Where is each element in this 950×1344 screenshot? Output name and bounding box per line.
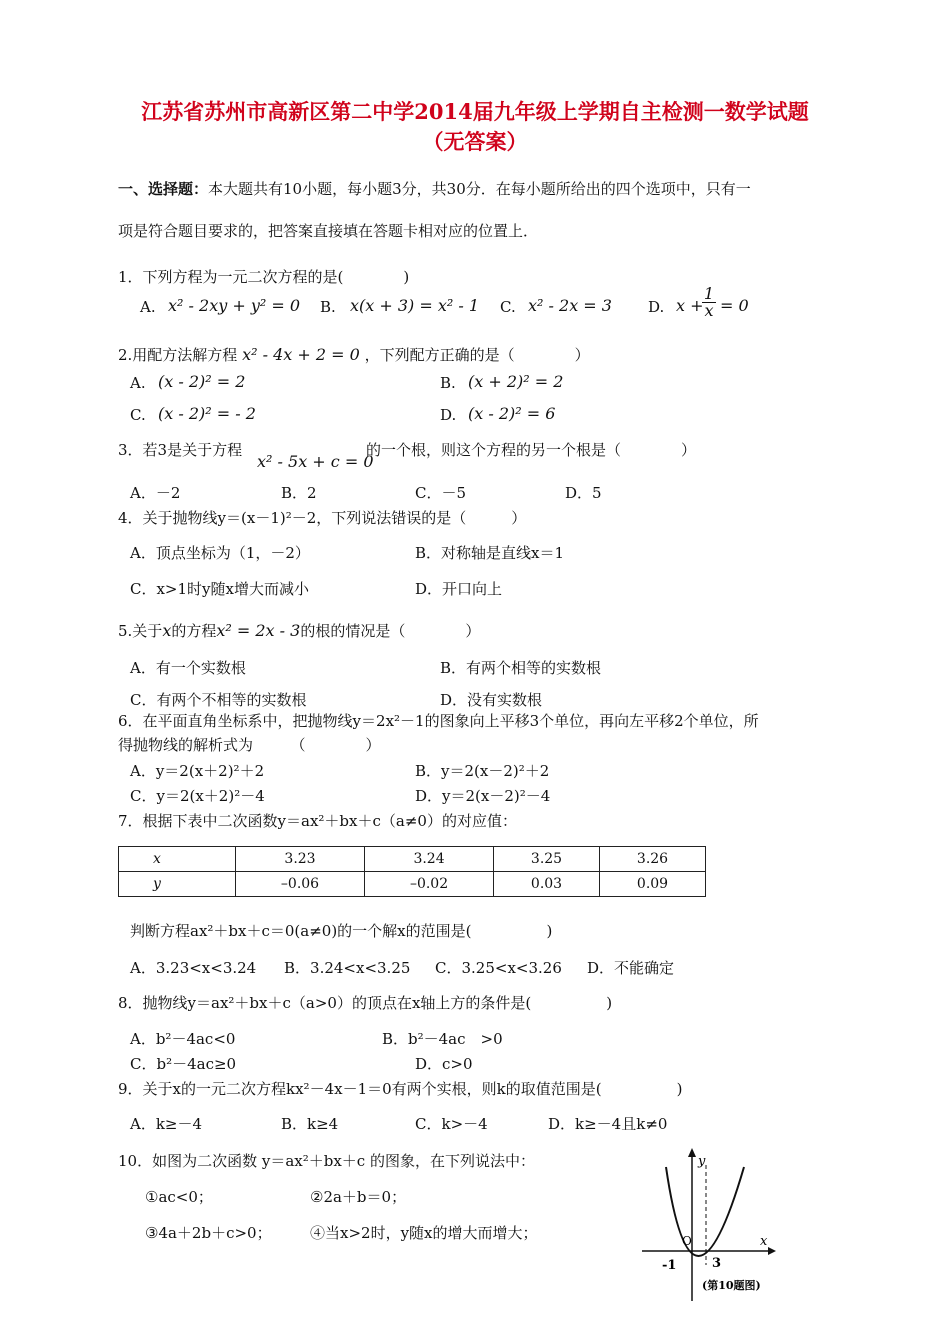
q6-option-a: A．y＝2(x＋2)²＋2	[130, 762, 265, 780]
q3-option-c: C．－5	[415, 484, 467, 502]
q8-option-b: B．b²－4ac >0	[382, 1030, 503, 1048]
q1-fraction-numerator: 1	[703, 284, 715, 303]
q5-option-d: D．没有实数根	[440, 691, 543, 709]
table-cell: –0.02	[365, 872, 494, 897]
q7-stem: 7．根据下表中二次函数y＝ax²＋bx＋c（a≠0）的对应值：	[118, 812, 517, 830]
table-cell: 3.24	[365, 847, 494, 872]
q4-option-b: B．对称轴是直线x＝1	[415, 544, 565, 562]
y-axis-label: y	[698, 1154, 706, 1169]
q5-option-b: B．有两个相等的实数根	[440, 659, 602, 677]
q2-option-d-label: D.	[440, 406, 457, 424]
section-intro-text: 本大题共有10小题，每小题3分，共30分．在每小题所给出的四个选项中，只有一	[208, 180, 751, 198]
right-root-label: 3	[712, 1256, 722, 1271]
q10-item-2: ②2a＋b＝0；	[310, 1188, 407, 1206]
q3-stem-eq: x² - 5x + c = 0	[257, 452, 374, 471]
q1-stem: 1．下列方程为一元二次方程的是( )	[118, 268, 410, 286]
q2-option-a-label: A.	[130, 374, 146, 392]
q2-stem-pre: 2.用配方法解方程	[118, 346, 238, 364]
table-cell: y	[119, 872, 236, 897]
table-cell: x	[119, 847, 236, 872]
table-cell: 0.03	[494, 872, 600, 897]
q6-option-d: D．y＝2(x－2)²－4	[415, 787, 551, 805]
q1-option-d-eq-left: x +	[676, 296, 704, 315]
q2-stem-post: ，下列配方正确的是（ ）	[364, 346, 590, 364]
q2-option-c-label: C.	[130, 406, 146, 424]
x-axis-label: x	[760, 1234, 768, 1249]
q3-option-d: D．5	[565, 484, 602, 502]
section-intro-line2: 项是符合题目要求的，把答案直接填在答题卡相对应的位置上．	[118, 222, 539, 240]
q3-stem-post: 的一个根，则这个方程的另一个根是（ ）	[366, 441, 697, 459]
section-intro-line1	[118, 178, 751, 199]
paper-title: 江苏省苏州市高新区第二中学2014届九年级上学期自主检测一数学试题	[141, 99, 809, 124]
q4-option-d: D．开口向上	[415, 580, 503, 598]
q5-stem-mid: 的方程	[171, 622, 217, 640]
q8-stem: 8．抛物线y＝ax²＋bx＋c（a>0）的顶点在x轴上方的条件是( )	[118, 994, 613, 1012]
q10-stem: 10．如图为二次函数 y＝ax²＋bx＋c 的图象，在下列说法中：	[118, 1152, 535, 1170]
table-cell: 0.09	[600, 872, 706, 897]
q6-stem-line1: 6．在平面直角坐标系中，把抛物线y＝2x²－1的图象向上平移3个单位，再向左平移2个单位，所	[118, 712, 759, 730]
x-axis-arrow-icon	[768, 1247, 776, 1255]
q1-option-a-eq: x² - 2xy + y² = 0	[168, 296, 301, 315]
q9-option-d: D．k≥－4且k≠0	[548, 1115, 668, 1133]
q2-stem	[118, 344, 590, 365]
q10-parabola-figure	[640, 1145, 780, 1303]
q1-fraction-denominator: x	[704, 301, 714, 320]
q2-option-d-eq: (x - 2)² = 6	[468, 404, 556, 423]
q10-item-3: ③4a＋2b＋c>0；	[145, 1224, 272, 1242]
y-axis-arrow-icon	[688, 1148, 696, 1157]
q2-option-b-eq: (x + 2)² = 2	[468, 372, 564, 391]
q9-option-b: B．k≥4	[281, 1115, 339, 1133]
table-cell: –0.06	[236, 872, 365, 897]
q1-option-d-eq-right: = 0	[720, 296, 749, 315]
q7-value-table	[118, 846, 706, 897]
q8-option-a: A．b²－4ac<0	[130, 1030, 236, 1048]
table-cell: 3.23	[236, 847, 365, 872]
q9-stem: 9．关于x的一元二次方程kx²－4x－1＝0有两个实根，则k的取值范围是( )	[118, 1080, 683, 1098]
q7-judge: 判断方程ax²＋bx＋c＝0(a≠0)的一个解x的范围是( )	[130, 922, 553, 940]
q6-option-b: B．y＝2(x－2)²＋2	[415, 762, 550, 780]
q3-stem-pre: 3．若3是关于方程	[118, 441, 243, 459]
origin-label: O	[682, 1234, 692, 1248]
q9-option-c: C．k>－4	[415, 1115, 488, 1133]
q1-option-b-label: B.	[320, 298, 336, 316]
q6-stem-line2: 得抛物线的解析式为 （ ）	[118, 736, 381, 754]
parabola-curve	[666, 1167, 744, 1256]
q1-option-b-eq: x(x + 3) = x² - 1	[350, 296, 480, 315]
q5-stem	[118, 620, 480, 641]
q10-item-1: ①ac<0；	[145, 1188, 213, 1206]
q1-option-a-label: A.	[140, 298, 156, 316]
q5-stem-var: x	[162, 621, 172, 640]
q5-option-a: A．有一个实数根	[130, 659, 246, 677]
q3-option-a: A．－2	[130, 484, 181, 502]
q2-stem-eq: x² - 4x + 2 = 0	[242, 345, 360, 364]
q1-option-c-eq: x² - 2x = 3	[528, 296, 612, 315]
table-row	[119, 872, 706, 897]
q5-stem-post: 的根的情况是（ ）	[300, 622, 481, 640]
q1-option-c-label: C.	[500, 298, 516, 316]
q4-option-c: C．x>1时y随x增大而减小	[130, 580, 309, 598]
q2-option-b-label: B.	[440, 374, 456, 392]
q2-option-a-eq: (x - 2)² = 2	[158, 372, 246, 391]
figure-caption: (第10题图)	[702, 1279, 761, 1292]
q6-option-c: C．y＝2(x＋2)²－4	[130, 787, 265, 805]
q4-option-a: A．顶点坐标为（1，－2）	[130, 544, 310, 562]
q10-item-4: ④当x>2时，y随x的增大而增大；	[310, 1224, 538, 1242]
q5-stem-eq: x² = 2x - 3	[216, 621, 301, 640]
paper-subtitle: （无答案）	[422, 129, 528, 154]
q1-option-d-label: D.	[648, 298, 665, 316]
q5-option-c: C．有两个不相等的实数根	[130, 691, 307, 709]
table-cell: 3.26	[600, 847, 706, 872]
left-root-label: -1	[662, 1258, 677, 1273]
q2-option-c-eq: (x - 2)² = - 2	[158, 404, 256, 423]
q1-fraction	[702, 286, 716, 319]
table-cell: 3.25	[494, 847, 600, 872]
q8-option-c: C．b²－4ac≥0	[130, 1055, 237, 1073]
q9-option-a: A．k≥－4	[130, 1115, 203, 1133]
q7-option-b: B．3.24<x<3.25	[284, 959, 411, 977]
q7-option-a: A．3.23<x<3.24	[130, 959, 257, 977]
q7-option-d: D．不能确定	[587, 959, 675, 977]
section-heading: 一、选择题：	[118, 180, 209, 198]
q5-stem-pre: 5.关于	[118, 622, 163, 640]
q3-option-b: B．2	[281, 484, 317, 502]
table-row	[119, 847, 706, 872]
q4-stem: 4．关于抛物线y＝(x－1)²－2，下列说法错误的是（ ）	[118, 509, 527, 527]
q8-option-d: D．c>0	[415, 1055, 473, 1073]
q7-option-c: C．3.25<x<3.26	[435, 959, 562, 977]
